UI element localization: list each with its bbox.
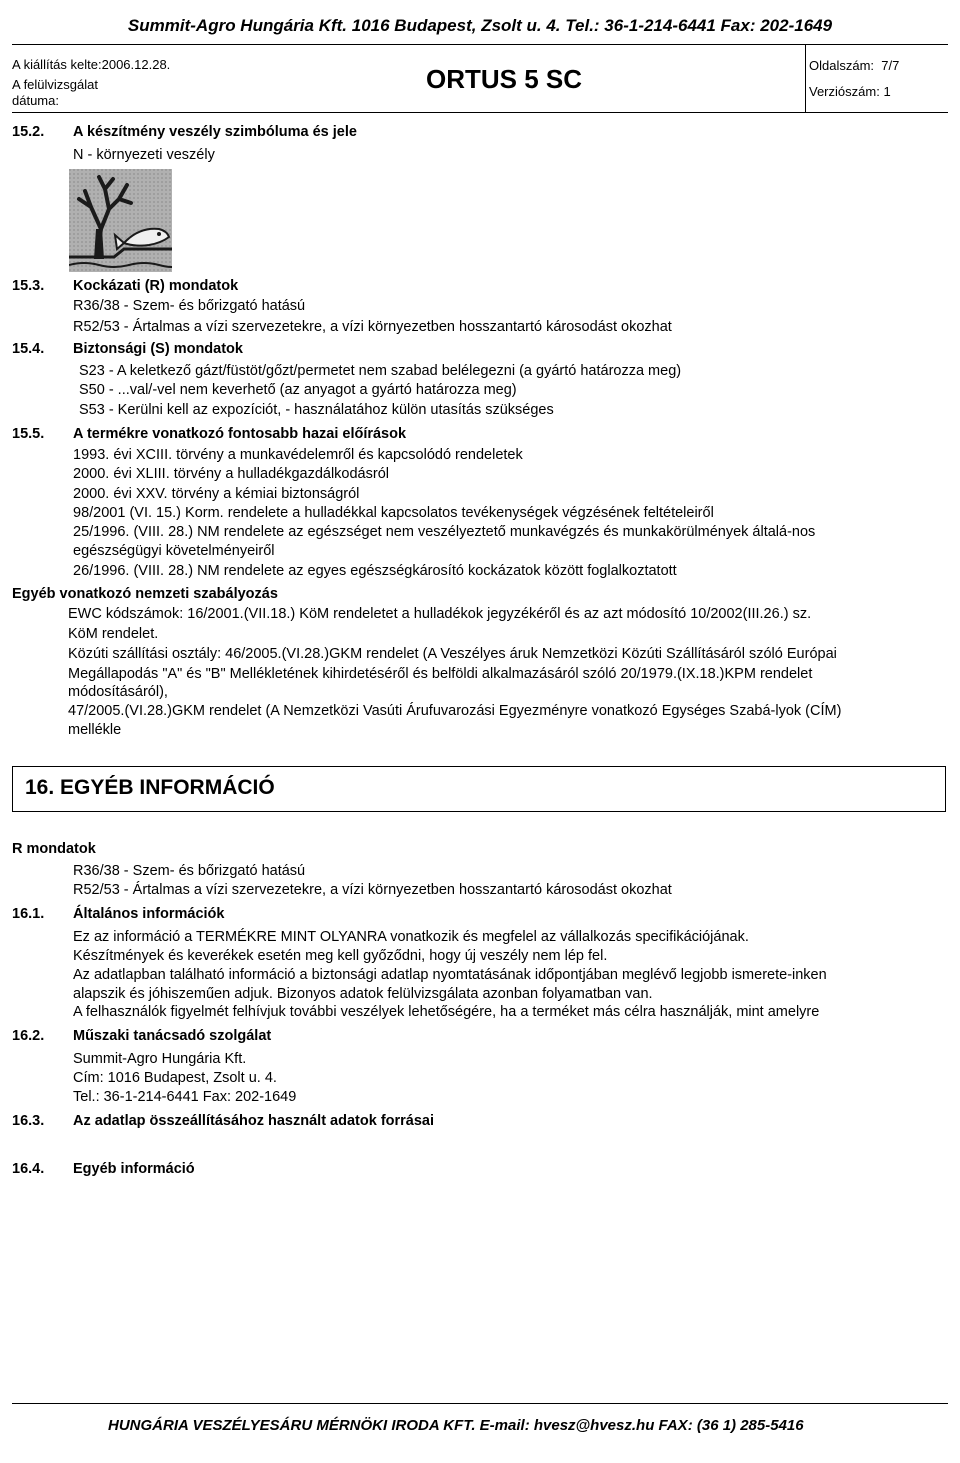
- other-regulation-line: módosításáról),: [68, 684, 168, 700]
- advisory-contact-line: Summit-Agro Hungária Kft.: [73, 1051, 247, 1067]
- section-15-2-title: A készítmény veszély szimbóluma és jele: [73, 124, 357, 140]
- s-phrase-line: S53 - Kerülni kell az expozíciót, - használatához külön utasítás szükséges: [79, 402, 554, 418]
- section-16-title: 16. EGYÉB INFORMÁCIÓ: [25, 776, 275, 799]
- other-regulation-line: KöM rendelet.: [68, 626, 159, 642]
- general-info-line: alapszik és jóhiszeműen adjuk. Bizonyos adatok felülvizsgálata azonban folyamatban van.: [73, 986, 653, 1002]
- issue-date-label: A kiállítás kelte:: [12, 57, 102, 72]
- other-regulation-line: EWC kódszámok: 16/2001.(VII.18.) KöM rendeletet a hulladékok jegyzékéről és az azt módosító 10/2002(III.26.) sz.: [68, 606, 812, 622]
- r-phrase-line: R36/38 - Szem- és bőrizgató hatású: [73, 298, 306, 314]
- regulation-line: 2000. évi XXV. törvény a kémiai biztonságról: [73, 486, 360, 502]
- other-regulation-line: Közúti szállítási osztály: 46/2005.(VI.28.)GKM rendelet (A Veszélyes áruk Nemzetközi Közúti Szállításáról szóló Európai: [68, 646, 837, 662]
- r-phrases-title: R mondatok: [12, 841, 96, 857]
- header-top-rule: [12, 44, 948, 45]
- general-info-line: Készítmények és keverékek esetén meg kell győződni, hogy új veszély nem lép fel.: [73, 948, 608, 964]
- section-16-heading-box: [12, 766, 946, 812]
- section-15-4-title: Biztonsági (S) mondatok: [73, 341, 243, 357]
- advisory-contact-line: Cím: 1016 Budapest, Zsolt u. 4.: [73, 1070, 277, 1086]
- section-16-1-number: 16.1.: [12, 906, 45, 922]
- section-16-4-number: 16.4.: [12, 1161, 45, 1177]
- section-16-3-title: Az adatlap összeállításához használt adatok forrásai: [73, 1113, 435, 1129]
- footer-text: HUNGÁRIA VESZÉLYESÁRU MÉRNÖKI IRODA KFT. E-mail: hvesz@hvesz.hu FAX: (36 1) 285-5416: [108, 1417, 804, 1434]
- footer-rule: [12, 1403, 948, 1404]
- other-regulations-title: Egyéb vonatkozó nemzeti szabályozás: [12, 586, 278, 602]
- general-info-line: Az adatlapban található információ a biztonsági adatlap nyomtatásának időpontjában meglévő legjobb ismerete-inken: [73, 967, 827, 983]
- issue-date-value: 2006.12.28.: [101, 57, 171, 72]
- r-phrase-line: R36/38 - Szem- és bőrizgató hatású: [73, 863, 306, 879]
- regulation-line: 2000. évi XLIII. törvény a hulladékgazdálkodásról: [73, 466, 389, 482]
- section-16-2-number: 16.2.: [12, 1028, 45, 1044]
- section-16-2-title: Műszaki tanácsadó szolgálat: [73, 1028, 272, 1044]
- version-label: Verziószám:: [809, 84, 880, 99]
- review-date-label-2: dátuma:: [12, 93, 59, 108]
- hazard-symbol-label: N - környezeti veszély: [73, 147, 215, 163]
- version-value: 1: [883, 84, 891, 99]
- issue-date: [12, 57, 170, 73]
- general-info-line: A felhasználók figyelmét felhívjuk további veszélyek lehetőségére, ha a terméket más célra használják, mint amelyre: [73, 1004, 820, 1020]
- section-16-1-title: Általános információk: [73, 906, 225, 922]
- review-date-label-1: A felülvizsgálat: [12, 77, 98, 92]
- section-15-5-number: 15.5.: [12, 426, 45, 442]
- header-divider: [805, 44, 806, 112]
- section-16-3-number: 16.3.: [12, 1113, 45, 1129]
- product-title: ORTUS 5 SC: [426, 64, 583, 94]
- s-phrase-line: S23 - A keletkező gázt/füstöt/gőzt/permetet nem szabad belélegezni (a gyártó határozza meg): [79, 363, 682, 379]
- section-15-3-number: 15.3.: [12, 278, 45, 294]
- regulation-line: 1993. évi XCIII. törvény a munkavédelemről és kapcsolódó rendeletek: [73, 447, 523, 463]
- page-label: Oldalszám:: [809, 58, 875, 73]
- section-15-4-number: 15.4.: [12, 341, 45, 357]
- version-number: [809, 84, 891, 100]
- company-header-line: Summit-Agro Hungária Kft. 1016 Budapest, Zsolt u. 4. Tel.: 36-1-214-6441 Fax: 202-1649: [127, 16, 833, 35]
- section-15-5-title: A termékre vonatkozó fontosabb hazai előírások: [73, 426, 407, 442]
- regulation-line: egészségügyi követelményeiről: [73, 543, 275, 559]
- section-16-4-title: Egyéb információ: [73, 1161, 195, 1177]
- section-15-2-number: 15.2.: [12, 124, 45, 140]
- regulation-line: 26/1996. (VIII. 28.) NM rendelete az egyes egészségkárosító kockázatok között foglalkoztatott: [73, 563, 677, 579]
- other-regulation-line: 47/2005.(VI.28.)GKM rendelet (A Nemzetközi Vasúti Árufuvarozási Egyezményre vonatkozó Egységes Szabá-lyok (CÍM): [68, 703, 842, 719]
- r-phrase-line: R52/53 - Ártalmas a vízi szervezetekre, a vízi környezetben hosszantartó károsodást okozhat: [73, 882, 672, 898]
- regulation-line: 98/2001 (VI. 15.) Korm. rendelete a hulladékkal kapcsolatos tevékenységek végzésének feltételeiről: [73, 505, 714, 521]
- environment-hazard-icon: [69, 169, 172, 272]
- other-regulation-line: Megállapodás "A" és "B" Mellékletének kihirdetéséről és belföldi alkalmazásáról szóló 20/1979.(IX.18.)KPM rendelet: [68, 666, 813, 682]
- section-15-3-title: Kockázati (R) mondatok: [73, 278, 239, 294]
- general-info-line: Ez az információ a TERMÉKRE MINT OLYANRA vonatkozik és megfelel az vállalkozás specifikációjának.: [73, 929, 749, 945]
- advisory-contact-line: Tel.: 36-1-214-6441 Fax: 202-1649: [73, 1089, 297, 1105]
- page-number: [809, 58, 899, 74]
- r-phrase-line: R52/53 - Ártalmas a vízi szervezetekre, a vízi környezetben hosszantartó károsodást okozhat: [73, 319, 672, 335]
- header-bottom-rule: [12, 112, 948, 113]
- regulation-line: 25/1996. (VIII. 28.) NM rendelete az egészséget nem veszélyeztető munkavégzés és munkakörülmények általá-nos: [73, 524, 816, 540]
- page-value: 7/7: [881, 58, 900, 73]
- other-regulation-line: mellékle: [68, 722, 122, 738]
- s-phrase-line: S50 - ...val/-vel nem keverhető (az anyagot a gyártó határozza meg): [79, 382, 517, 398]
